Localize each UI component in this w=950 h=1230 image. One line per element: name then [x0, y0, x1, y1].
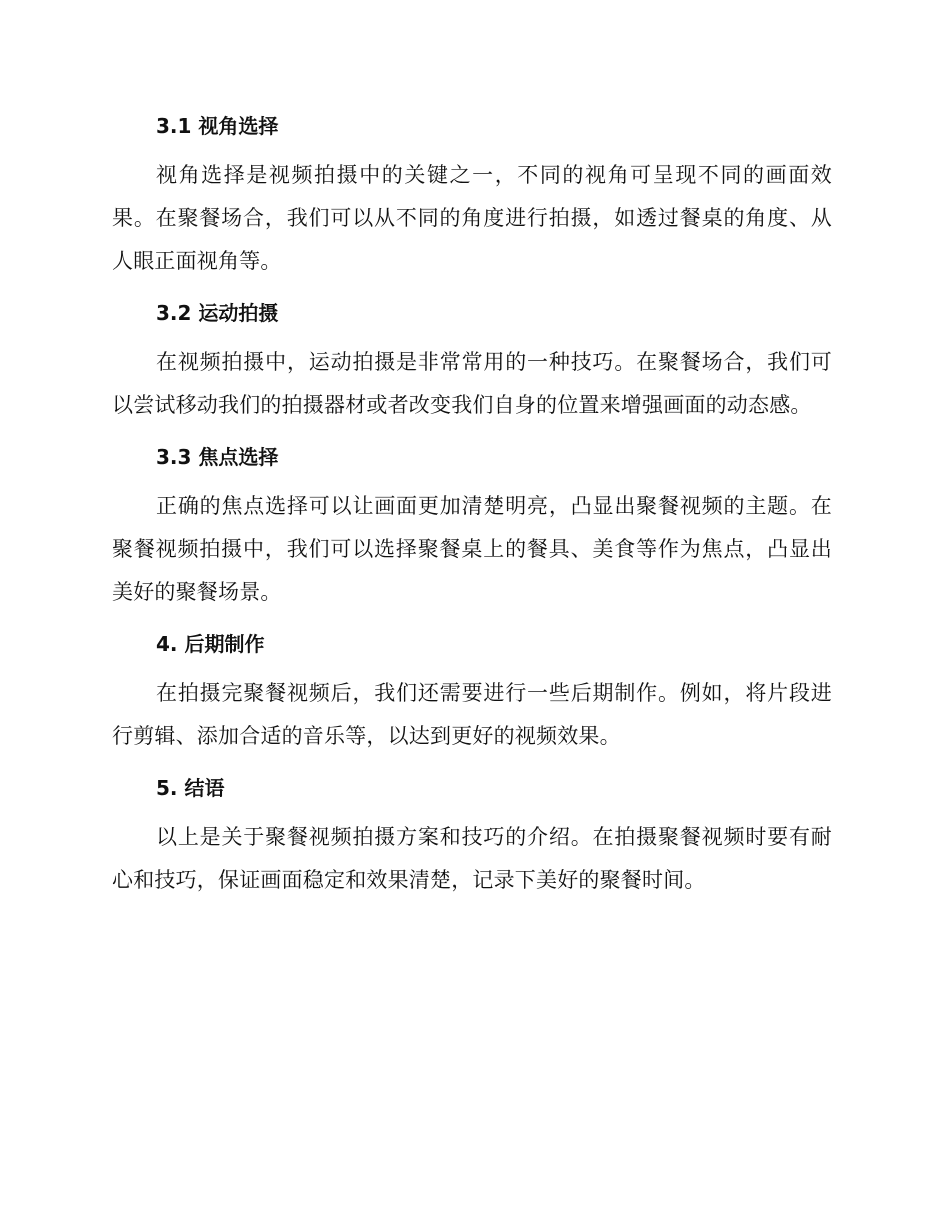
section-body-conclusion: 以上是关于聚餐视频拍摄方案和技巧的介绍。在拍摄聚餐视频时要有耐心和技巧，保证画面稳定和效果清楚，记录下美好的聚餐时间。: [112, 825, 832, 892]
section-heading-motion: 3.2 运动拍摄: [156, 301, 279, 325]
section-heading-focus: 3.3 焦点选择: [156, 445, 279, 469]
section-heading-conclusion: 5. 结语: [156, 776, 225, 800]
section-body-viewpoint: 视角选择是视频拍摄中的关键之一，不同的视角可呈现不同的画面效果。在聚餐场合，我们可以从不同的角度进行拍摄，如透过餐桌的角度、从人眼正面视角等。: [112, 163, 832, 273]
section-body-post-production: 在拍摄完聚餐视频后，我们还需要进行一些后期制作。例如，将片段进行剪辑、添加合适的音乐等，以达到更好的视频效果。: [112, 681, 832, 748]
section-heading-viewpoint: 3.1 视角选择: [156, 114, 279, 138]
document-page: [112, 108, 832, 914]
section-body-motion: 在视频拍摄中，运动拍摄是非常常用的一种技巧。在聚餐场合，我们可以尝试移动我们的拍摄器材或者改变我们自身的位置来增强画面的动态感。: [112, 350, 832, 417]
section-body-focus: 正确的焦点选择可以让画面更加清楚明亮，凸显出聚餐视频的主题。在聚餐视频拍摄中，我们可以选择聚餐桌上的餐具、美食等作为焦点，凸显出美好的聚餐场景。: [112, 494, 832, 604]
section-heading-post-production: 4. 后期制作: [156, 632, 265, 656]
